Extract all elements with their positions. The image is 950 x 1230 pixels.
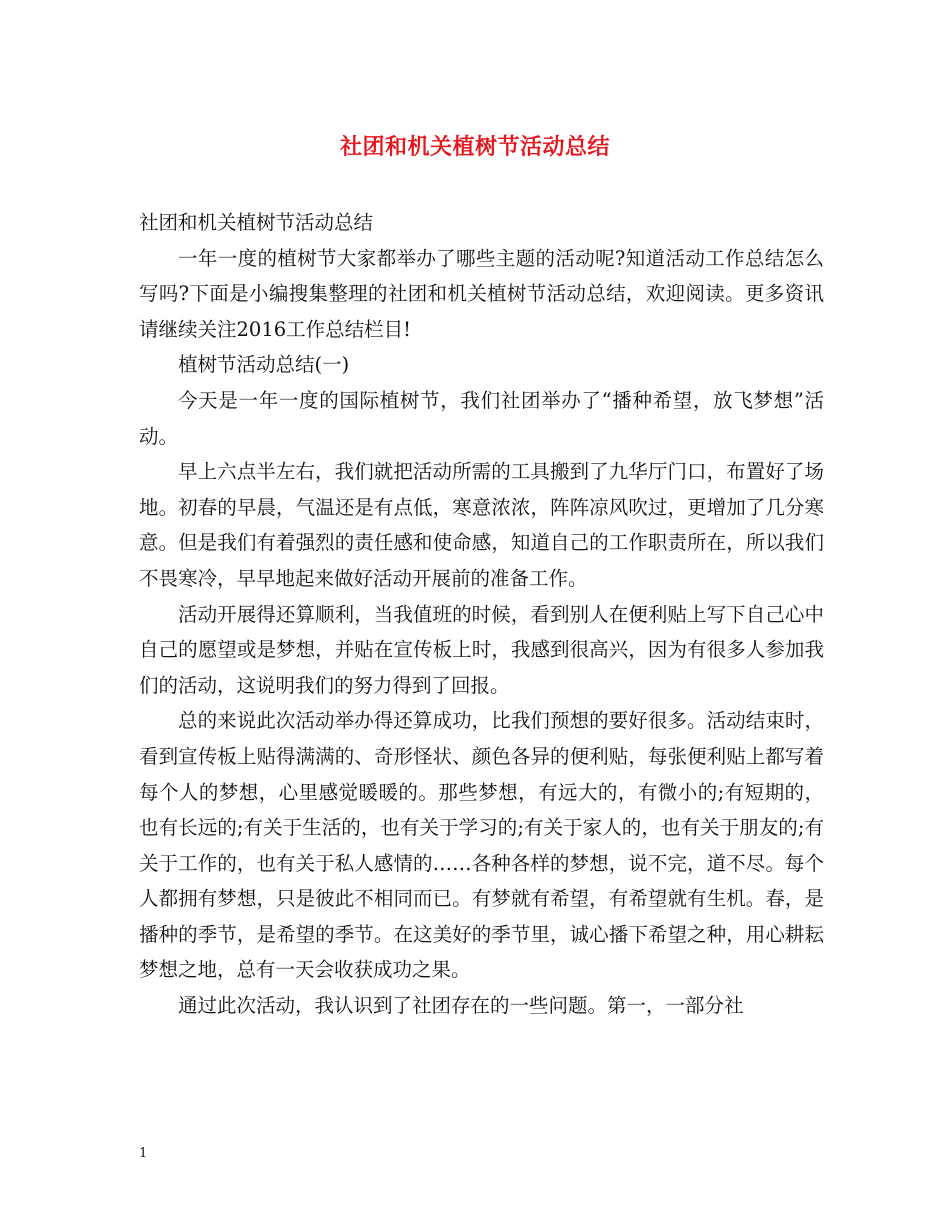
section-heading: 植树节活动总结(一)	[178, 353, 350, 377]
page-title: 社团和机关植树节活动总结	[339, 134, 610, 160]
paragraph-subtitle: 社团和机关植树节活动总结	[139, 211, 374, 234]
paragraph: 活动开展得还算顺利，当我值班的时候，看到别人在便利贴上写下自己心中自己的愿望或是梦想，并贴在宣传板上时，我感到很高兴，因为有很多人参加我们的活动，这说明我们的努力得到了回报。	[139, 602, 824, 697]
page-number: 1	[139, 1146, 148, 1161]
paragraph-intro: 一年一度的植树节大家都举办了哪些主题的活动呢?知道活动工作总结怎么写吗?下面是小编搜集整理的社团和机关植树节活动总结，欢迎阅读。更多资讯请继续关注2016工作总结栏目!	[139, 246, 824, 341]
paragraph: 通过此次活动，我认识到了社团存在的一些问题。第一，一部分社	[178, 994, 744, 1018]
document-body	[139, 205, 824, 1024]
paragraph: 总的来说此次活动举办得还算成功，比我们预想的要好很多。活动结束时，看到宣传板上贴得满满的、奇形怪状、颜色各异的便利贴，每张便利贴上都写着每个人的梦想，心里感觉暖暖的。那些梦想，有远大的，有微小的;有短期的，也有长远的;有关于生活的，也有关于学习的;有关于家人的，也有关于朋友的;有关于工作的，也有关于私人感情的……各种各样的梦想，说不完，道不尽。每个人都拥有梦想，只是彼此不相同而已。有梦就有希望，有希望就有生机。春，是播种的季节，是希望的季节。在这美好的季节里，诚心播下希望之种，用心耕耘梦想之地，总有一天会收获成功之果。	[139, 709, 824, 982]
paragraph: 早上六点半左右，我们就把活动所需的工具搬到了九华厅门口，布置好了场地。初春的早晨，气温还是有点低，寒意浓浓，阵阵凉风吹过，更增加了几分寒意。但是我们有着强烈的责任感和使命感，知道自己的工作职责所在，所以我们不畏寒冷，早早地起来做好活动开展前的准备工作。	[139, 460, 824, 590]
paragraph: 今天是一年一度的国际植树节，我们社团举办了“播种希望，放飞梦想”活动。	[139, 388, 824, 448]
